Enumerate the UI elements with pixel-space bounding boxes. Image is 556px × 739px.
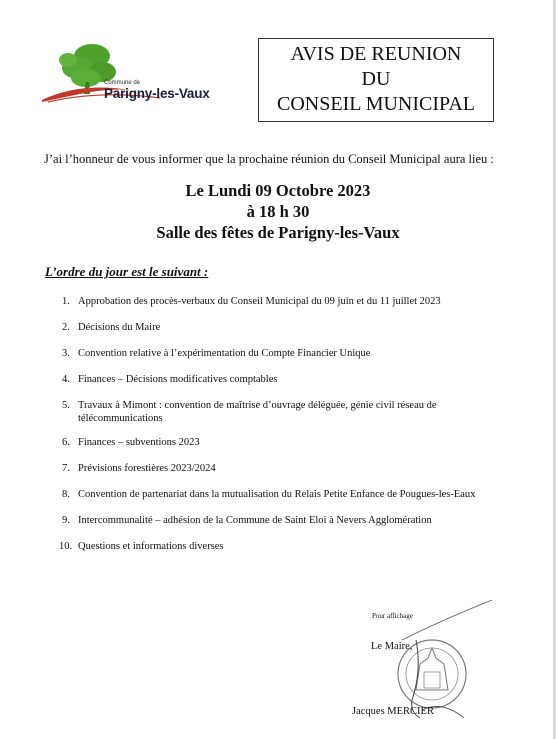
agenda-item-number: 3.	[62, 348, 70, 359]
title-line-2: DU	[361, 68, 391, 90]
agenda-item-text: Intercommunalité – adhésion de la Commune de Saint Eloi à Nevers Agglomération	[78, 515, 432, 526]
agenda-item-number: 9.	[62, 515, 70, 526]
meeting-time: à 18 h 30	[246, 202, 310, 221]
agenda-item	[62, 296, 441, 307]
agenda-item	[62, 489, 475, 500]
signatory-name: Jacques MERCIER	[352, 706, 434, 717]
agenda-item-text: Approbation des procès-verbaux du Conseil Municipal du 09 juin et du 11 juillet 2023	[78, 296, 441, 307]
signatory-role: Le Maire,	[371, 641, 413, 652]
agenda-item-text: Finances – subventions 2023	[78, 437, 200, 448]
agenda-item-text: Convention relative à l’expérimentation du Compte Financier Unique	[78, 348, 371, 359]
meeting-details	[0, 180, 556, 243]
agenda-item	[62, 322, 160, 333]
meeting-date: Le Lundi 09 Octobre 2023	[185, 181, 371, 200]
title-box	[258, 38, 494, 122]
agenda-item-number: 7.	[62, 463, 70, 474]
title-line-3: CONSEIL MUNICIPAL	[277, 93, 475, 115]
agenda-item-number: 10.	[59, 541, 73, 552]
agenda-item-number: 2.	[62, 322, 70, 333]
agenda-item	[62, 374, 277, 385]
agenda-item-text: Décisions du Maire	[78, 322, 161, 333]
agenda-item	[62, 348, 370, 359]
agenda-item-number: 6.	[62, 437, 70, 448]
agenda-item	[62, 437, 200, 448]
logo-name: Parigny-les-Vaux	[104, 86, 210, 101]
posting-note: Pour affichage	[372, 612, 413, 620]
logo-small-text: Commune de	[104, 80, 141, 86]
agenda-item-number: 8.	[62, 489, 70, 500]
intro-text: J’ai l’honneur de vous informer que la prochaine réunion du Conseil Municipal aura lieu :	[44, 152, 494, 166]
agenda-item-number: 4.	[62, 374, 70, 385]
agenda-item-text: Questions et informations diverses	[78, 541, 224, 552]
title-line-1: AVIS DE REUNION	[290, 43, 462, 65]
agenda-item	[62, 515, 432, 526]
agenda-item-text: Prévisions forestières 2023/2024	[78, 463, 216, 474]
meeting-place: Salle des fêtes de Parigny-les-Vaux	[156, 223, 400, 242]
agenda-item	[59, 541, 224, 552]
agenda-item-text: Travaux à Mimont : convention de maîtrise d’ouvrage déléguée, génie civil réseau de	[78, 400, 437, 411]
agenda-item-text: Convention de partenariat dans la mutualisation du Relais Petite Enfance de Pougues-les-Eaux	[78, 489, 476, 500]
agenda-heading: L’ordre du jour est le suivant :	[45, 264, 209, 279]
agenda-item	[62, 400, 437, 424]
agenda-item	[62, 463, 216, 474]
agenda-item-number: 5.	[62, 400, 70, 411]
agenda-item-text: Finances – Décisions modificatives comptables	[78, 374, 278, 385]
agenda-item-number: 1.	[62, 296, 70, 307]
agenda-item-continuation: télécommunications	[78, 413, 163, 424]
